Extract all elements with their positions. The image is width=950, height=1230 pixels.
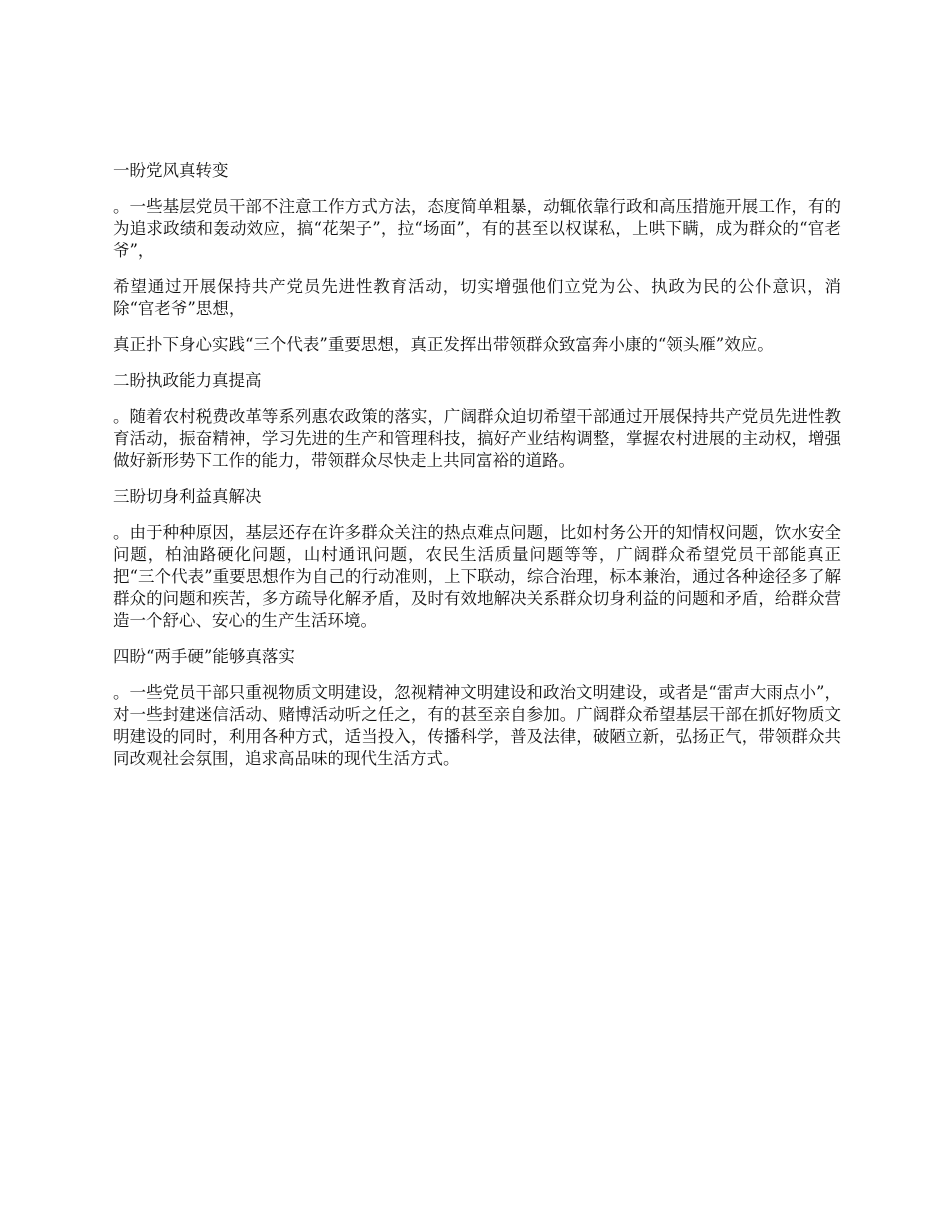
paragraph: 。随着农村税费改革等系列惠农政策的落实，广阔群众迫切希望干部通过开展保持共产党员先进性教育活动，振奋精神，学习先进的生产和管理科技，搞好产业结构调整，掌握农村进展的主动权，增强做好新形势下工作的能力，带领群众尽快走上共同富裕的道路。 [113,407,841,470]
paragraph: 。由于种种原因，基层还存在许多群众关注的热点难点问题，比如村务公开的知情权问题，饮水安全问题，柏油路硬化问题，山村通讯问题，农民生活质量问题等等，广阔群众希望党员干部能真正把“三个代表”重要思想作为自己的行动准则，上下联动，综合治理，标本兼治，通过各种途径多了解群众的问题和疾苦，多方疏导化解矛盾，及时有效地解决关系群众切身利益的问题和矛盾，给群众营造一个舒心、安心的生产生活环境。 [113,523,841,630]
section-1 [113,160,841,356]
document-body [113,160,841,784]
paragraph: 真正扑下身心实践“三个代表”重要思想，真正发挥出带领群众致富奔小康的“领头雁”效应。 [113,335,774,354]
section-heading: 四盼“两手硬”能够真落实 [113,647,295,666]
paragraph: 。一些党员干部只重视物质文明建设，忽视精神文明建设和政治文明建设，或者是“雷声大雨点小”，对一些封建迷信活动、赌博活动听之任之，有的甚至亲自参加。广阔群众希望基层干部在抓好物质文明建设的同时，利用各种方式，适当投入，传播科学，普及法律，破陋立新，弘扬正气，带领群众共同改观社会氛围，追求高品味的现代生活方式。 [113,683,841,768]
paragraph: 希望通过开展保持共产党员先进性教育活动，切实增强他们立党为公、执政为民的公仆意识，消除“官老爷”思想， [113,277,841,318]
section-2 [113,370,841,472]
paragraph: 。一些基层党员干部不注意工作方式方法，态度简单粗暴，动辄依靠行政和高压措施开展工作，有的为追求政绩和轰动效应，搞“花架子”，拉“场面”，有的甚至以权谋私，上哄下瞒，成为群众的“官老爷”， [113,197,841,260]
section-3 [113,486,841,632]
section-4 [113,646,841,770]
section-heading: 三盼切身利益真解决 [113,487,262,506]
section-heading: 二盼执政能力真提高 [113,371,262,390]
section-heading: 一盼党风真转变 [113,161,229,180]
